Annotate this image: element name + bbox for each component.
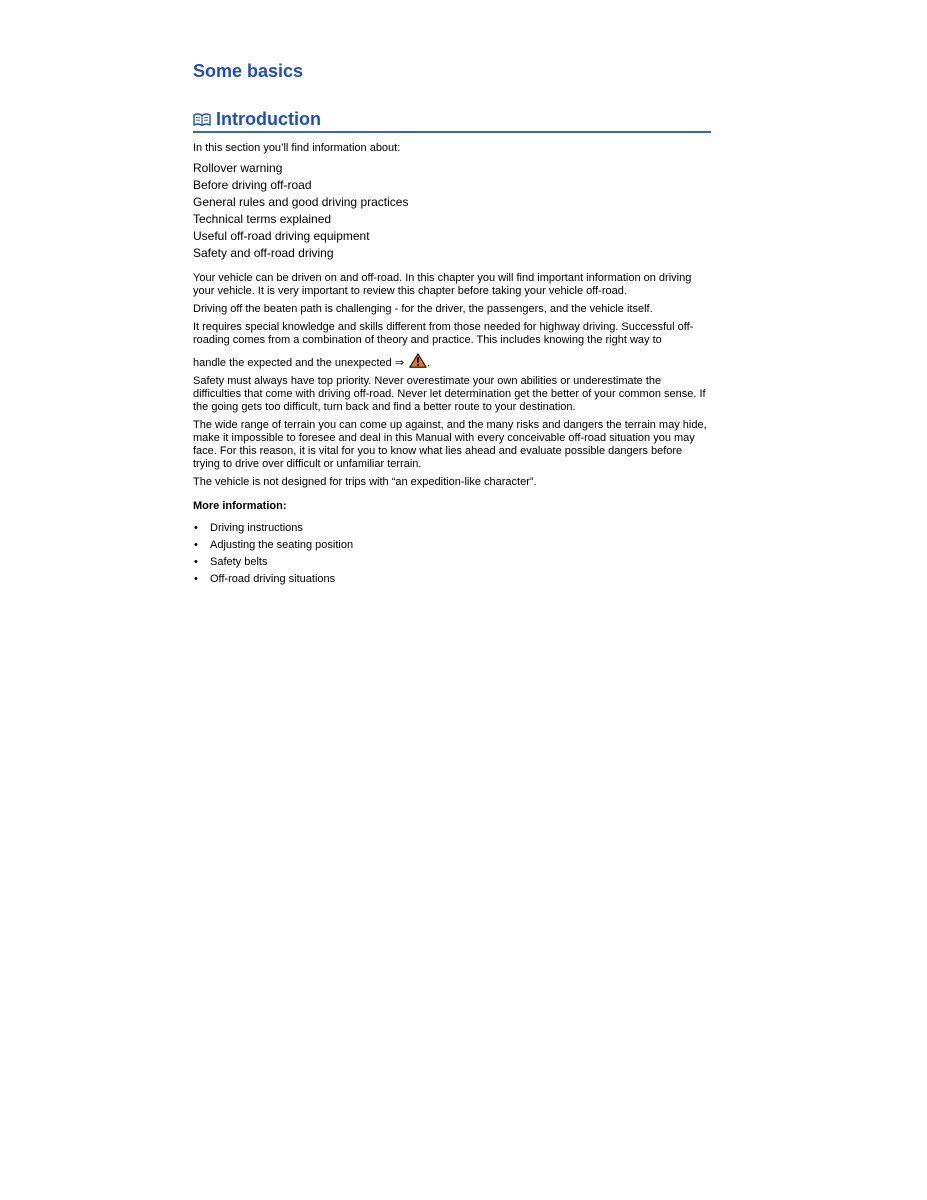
paragraph: Your vehicle can be driven on and off-road. In this chapter you will find important information on driving your vehicle. It is very important to review this chapter before taking your vehicle off-road. xyxy=(193,272,692,297)
more-info-title: More information: xyxy=(193,500,287,512)
more-info-link[interactable]: Adjusting the seating position xyxy=(210,539,354,551)
bullet: • xyxy=(194,539,198,551)
paragraph xyxy=(193,321,711,370)
topic-item: Before driving off-road xyxy=(193,178,312,192)
more-info-link[interactable]: Off-road driving situations xyxy=(210,573,336,585)
paragraph-text: handle the expected and the unexpected ⇒ xyxy=(193,357,405,369)
open-book-icon xyxy=(193,113,211,126)
more-info-item[interactable] xyxy=(193,520,711,537)
bullet: • xyxy=(194,573,198,585)
section-title: Some basics xyxy=(193,61,304,81)
paragraph-text: It requires special knowledge and skills different from those needed for highway driving. Successful off-roading comes from a combination of theory and practice. This includes knowing the right way to xyxy=(193,321,694,346)
topic-item: Safety and off-road driving xyxy=(193,246,334,260)
body-text xyxy=(193,272,711,588)
heading-text: Introduction xyxy=(216,109,321,129)
topic-item: Useful off-road driving equipment xyxy=(193,229,370,243)
paragraph: Safety must always have top priority. Never overestimate your own abilities or underestimate the difficulties that come with driving off-road. Never let determination get the better of your common sense. If the going gets too difficult, turn back and find a better route to your destination. xyxy=(193,375,706,413)
more-info-link[interactable]: Driving instructions xyxy=(210,522,303,534)
topic-item: General rules and good driving practices xyxy=(193,195,409,209)
bullet: • xyxy=(194,522,198,534)
more-info-link[interactable]: Safety belts xyxy=(210,556,268,568)
intro-line: In this section you’ll find information about: xyxy=(193,142,401,154)
paragraph: The wide range of terrain you can come up against, and the many risks and dangers the terrain may hide, make it impossible to foresee and deal in this Manual with every conceivable off-road situation you may face. For this reason, it is vital for you to know what lies ahead and evaluate possible dangers before trying to drive over difficult or unfamiliar terrain. xyxy=(193,419,707,470)
warning-triangle-icon xyxy=(409,353,427,368)
topic-item: Technical terms explained xyxy=(193,212,332,226)
introduction-heading xyxy=(193,108,711,133)
bullet: • xyxy=(194,556,198,568)
paragraph: The vehicle is not designed for trips with “an expedition-like character”. xyxy=(193,476,537,488)
paragraph-text: . xyxy=(427,357,431,369)
more-info-item[interactable] xyxy=(193,554,711,571)
more-info-item[interactable] xyxy=(193,537,711,554)
topic-list xyxy=(193,160,408,262)
more-info-item[interactable] xyxy=(193,571,711,588)
more-info-list xyxy=(193,520,711,588)
topic-item: Rollover warning xyxy=(193,161,283,175)
paragraph: Driving off the beaten path is challenging - for the driver, the passengers, and the vehicle itself. xyxy=(193,303,653,315)
